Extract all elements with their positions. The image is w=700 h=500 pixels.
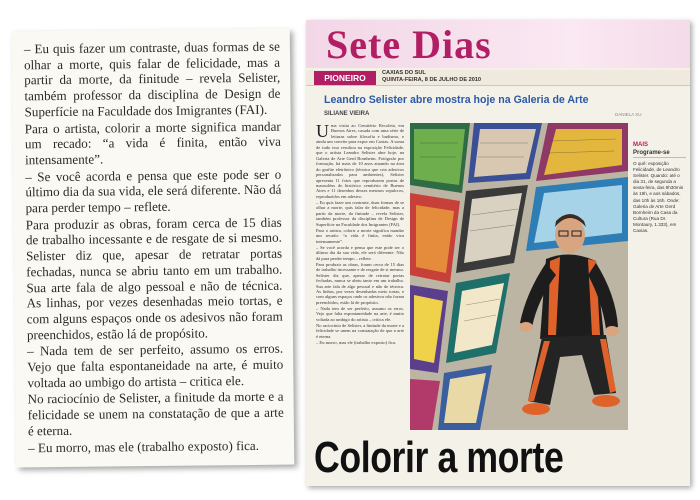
excerpt-paragraph: – Eu quis fazer um contraste, duas formas de se olhar a morte, quis falar de felicidade, mas a partir da morte, da finitude – revela Selister, também professor da disciplina de Design de Superfície na Faculdade dos Imigrantes (FAI). — [23, 38, 281, 120]
article-paragraph: Para o artista, colorir a morte significa mandar um recado: “a vida é finita, então viva intensamente”. — [316, 227, 404, 244]
excerpt-paragraph: – Nada tem de ser perfeito, assumo os erros. Vejo que falta espontaneidade na arte, é muito voltada ao umbigo do artista – critica ele. — [26, 341, 284, 391]
date: QUINTA-FEIRA, 8 DE JULHO DE 2010 — [382, 77, 482, 83]
byline: SILIANE VIEIRA — [324, 111, 370, 117]
article-photo — [410, 123, 628, 430]
excerpt-paragraph: Para o artista, colorir a morte significa mandar um recado: “a vida é finita, então viva intensamente”. — [24, 118, 281, 168]
photo-credit: DANIELA XU — [615, 112, 642, 117]
article-paragraph: No raciocínio de Selister, a finitude da morte e a felicidade se unem na constatação de que a arte é eterna. — [316, 322, 404, 339]
masthead — [306, 20, 690, 68]
sidebar-subtitle: Programe-se — [633, 150, 686, 158]
bottom-headline: Colorir a morte — [314, 433, 564, 482]
article-column — [316, 123, 406, 438]
article-headline: Leandro Selister abre mostra hoje na Galeria de Arte — [324, 94, 589, 106]
section-tag: PIONEIRO — [314, 71, 376, 85]
info-sidebar — [633, 142, 686, 322]
dropcap: U — [316, 123, 329, 141]
article-body — [316, 123, 404, 345]
sidebar-text: O quê: exposição Felicidade, de Leandro Selister. Quando: até o dia 31, de segunda a sexta-feira, das 8h30min às 19h, e aos sábados, das 10h às 16h. Onde: Galeria de Arte Gerd Bornheim da Casa da Cultura (Rua Dr. Montaury, 1.333), em Caxias. — [633, 161, 684, 234]
article-paragraph: – Se você acorda e pensa que este pode ser o último dia da sua vida, ele será diferente. Não dá para perder tempo – reflete. — [316, 244, 404, 261]
artist-photo-illustration — [410, 123, 628, 430]
masthead-title: Sete Dias — [326, 22, 492, 67]
text-excerpt — [12, 29, 295, 468]
excerpt-paragraph: – Se você acorda e pensa que este pode ser o último dia da sua vida, ele será diferente. Não dá para perder tempo – reflete. — [25, 166, 282, 216]
newspaper-page — [306, 20, 690, 486]
article-paragraph: Para produzir as obras, foram cerca de 15 dias de trabalho incessante e de resgate de si mesmo. Selister diz que, apesar de retratar portas fechadas, nunca se abriu tanto em um trabalho. Sua arte fala de algo pessoal e não de técnica. As linhas, por vezes desenhadas meio tortas, e com alguns espaços onde os adesivos não foram preenchidos, estão lá de propósito. — [316, 261, 404, 305]
article-paragraph: – Nada tem de ser perfeito, assumo os erros. Vejo que falta espontaneidade na arte, é muito voltada ao umbigo do artista – critica ele. — [316, 305, 404, 322]
excerpt-paragraph: No raciocínio de Selister, a finitude da morte e a felicidade se unem na constatação de que a arte é eterna. — [27, 389, 284, 439]
excerpt-paragraph: – Eu morro, mas ele (trabalho exposto) fica. — [28, 437, 260, 455]
sidebar-label: MAIS — [633, 142, 648, 148]
location: CAXIAS DO SUL — [382, 70, 426, 76]
article-paragraph: – Eu quis fazer um contraste, duas formas de se olhar a morte, quis falar de felicidade, mas a partir da morte, da finitude – revela Selister, também professor da disciplina de Design de Superfície na Faculdade dos Imigrantes (FAI). — [316, 199, 404, 227]
excerpt-paragraph: Para produzir as obras, foram cerca de 15 dias de trabalho incessante e de resgate de si mesmo. Selister diz que, apesar de retratar portas fechadas, nunca se abriu tanto em um trabalho. Sua arte fala de algo pessoal e não de técnica. As linhas, por vezes desenhadas meio tortas, e com alguns espaços onde os adesivos não foram preenchidos, estão lá de propósito. — [25, 214, 283, 342]
article-paragraph: – Eu morro, mas ele (trabalho exposto) fica. — [316, 339, 397, 345]
section-info — [382, 70, 481, 84]
article-paragraph: ma visita ao Cemitério Recoleta, em Buenos Aires, casada com uma série de leituras sobre filosofia e budismo, e ainda um convite para expor em Caxias. A soma de tudo isso resultou na exposição Felicidade, que o artista Leandro Selister abre hoje, na Galeria de Arte Gerd Bornheim. Fotógrafo por formação, há mais de 10 anos atuando na área do grafite eletrônico (técnica que cria adesivos personalizados para ambientes), Selister apresenta 11 fotos que reproduzem portas de mausoléus do histórico cemitério de Buenos Aires e 11 desenhos desses mesmos sepulcros, reproduzidos em adesivo. — [316, 123, 404, 199]
